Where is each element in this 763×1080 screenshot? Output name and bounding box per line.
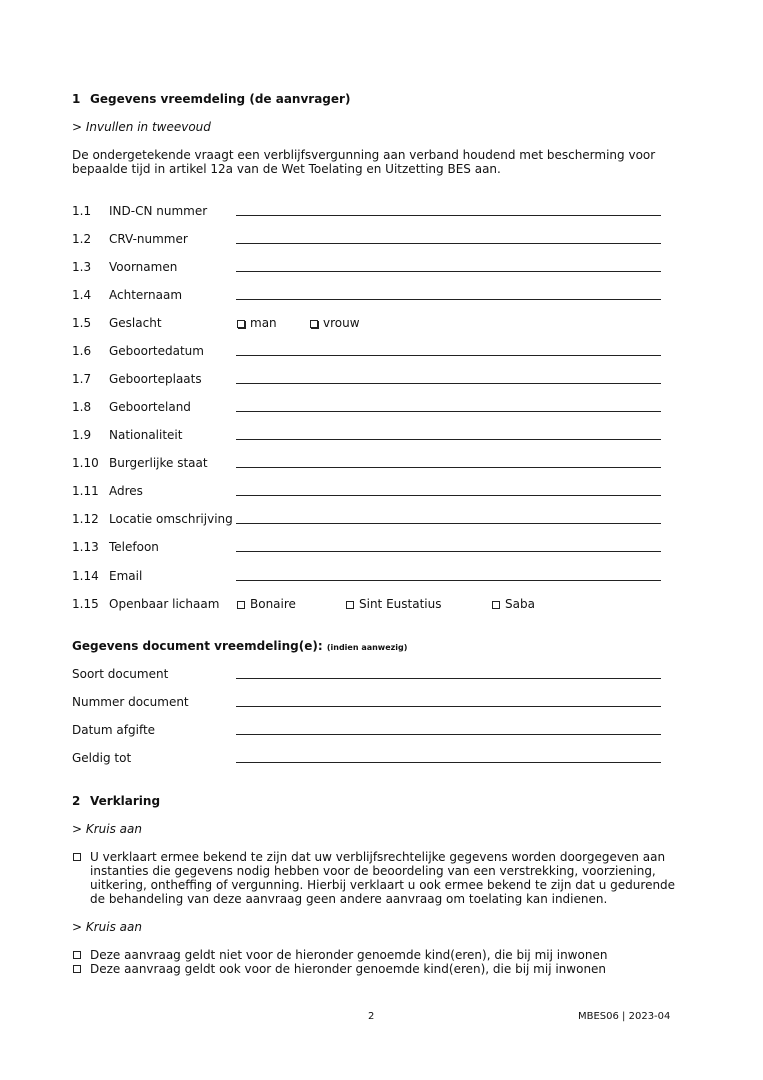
intro-line-1: De ondergetekende vraagt een verblijfsvergunning aan verband houdend met bescherming voor (72, 148, 656, 162)
ind-cn-input-line[interactable] (236, 215, 661, 216)
doc-field-datum: Datum afgifte (72, 723, 156, 737)
gender-option-label: vrouw (323, 316, 360, 330)
checkbox-icon[interactable] (237, 601, 245, 609)
declaration-line-4: de behandeling van deze aanvraag geen andere aanvraag om toelating kan indienen. (90, 892, 608, 906)
achternaam-input-line[interactable] (236, 299, 661, 300)
section-1-number: 1 (72, 92, 81, 106)
section-1-instruction: > Invullen in tweevoud (72, 120, 211, 134)
document-section-title (72, 639, 407, 655)
field-number: 1.1 (72, 204, 92, 218)
doc-field-nummer: Nummer document (72, 695, 189, 709)
voornamen-input-line[interactable] (236, 271, 661, 272)
geldig-tot-input-line[interactable] (236, 762, 661, 763)
field-label-email: Email (109, 569, 143, 583)
field-label-geboorteplaats: Geboorteplaats (109, 372, 202, 386)
island-option-label: Saba (505, 597, 535, 611)
adres-input-line[interactable] (236, 495, 661, 496)
field-number: 1.6 (72, 344, 92, 358)
field-label-openbaar-lichaam: Openbaar lichaam (109, 597, 220, 611)
field-number: 1.7 (72, 372, 92, 386)
declaration-checkbox[interactable] (73, 853, 81, 861)
field-label-crv: CRV-nummer (109, 232, 188, 246)
field-label-achternaam: Achternaam (109, 288, 183, 302)
soort-document-input-line[interactable] (236, 678, 661, 679)
declaration-line-1: U verklaart ermee bekend te zijn dat uw verblijfsrechtelijke gegevens worden doorgegeven aan (90, 850, 666, 864)
field-label-geboorteland: Geboorteland (109, 400, 191, 414)
field-number: 1.10 (72, 456, 99, 470)
section-1-title: Gegevens vreemdeling (de aanvrager) (90, 92, 351, 106)
gender-option-vrouw[interactable] (310, 316, 360, 330)
children-also-checkbox[interactable] (73, 965, 81, 973)
island-option-label: Bonaire (250, 597, 296, 611)
island-option-sint-eustatius[interactable] (346, 597, 441, 611)
field-label-voornamen: Voornamen (109, 260, 178, 274)
children-not-checkbox[interactable] (73, 951, 81, 959)
field-number: 1.14 (72, 569, 99, 583)
field-number: 1.15 (72, 597, 99, 611)
island-option-saba[interactable] (492, 597, 535, 611)
doc-field-soort: Soort document (72, 667, 169, 681)
intro-line-2: bepaalde tijd in artikel 12a van de Wet Toelating en Uitzetting BES aan. (72, 162, 501, 176)
section-2-instruction-2: > Kruis aan (72, 920, 142, 934)
field-label-telefoon: Telefoon (109, 540, 159, 554)
field-label-locatie: Locatie omschrijving (109, 512, 233, 526)
field-number: 1.3 (72, 260, 92, 274)
field-number: 1.11 (72, 484, 99, 498)
field-label-geboortedatum: Geboortedatum (109, 344, 204, 358)
gender-option-label: man (250, 316, 277, 330)
field-number: 1.12 (72, 512, 99, 526)
crv-input-line[interactable] (236, 243, 661, 244)
page-number: 2 (368, 1011, 375, 1022)
field-number: 1.2 (72, 232, 92, 246)
field-number: 1.8 (72, 400, 92, 414)
field-label-adres: Adres (109, 484, 143, 498)
declaration-line-3: uitkering, ontheffing of vergunning. Hierbij verklaart u ook ermee bekend te zijn dat u gedurende (90, 878, 676, 892)
field-label-nationaliteit: Nationaliteit (109, 428, 183, 442)
field-number: 1.9 (72, 428, 92, 442)
section-2-number: 2 (72, 794, 81, 808)
datum-afgifte-input-line[interactable] (236, 734, 661, 735)
document-title: Gegevens document vreemdeling(e): (72, 639, 323, 653)
section-2-instruction-1: > Kruis aan (72, 822, 142, 836)
section-2-title: Verklaring (90, 794, 161, 808)
field-number: 1.4 (72, 288, 92, 302)
geboorteplaats-input-line[interactable] (236, 383, 661, 384)
burgerlijke-staat-input-line[interactable] (236, 467, 661, 468)
island-option-bonaire[interactable] (237, 597, 296, 611)
field-label-burgerlijke-staat: Burgerlijke staat (109, 456, 208, 470)
field-number: 1.13 (72, 540, 99, 554)
document-subtitle: (indien aanwezig) (326, 643, 408, 652)
form-code: MBES06 | 2023-04 (578, 1011, 671, 1022)
children-not-option: Deze aanvraag geldt niet voor de hieronder genoemde kind(eren), die bij mij inwonen (90, 948, 608, 962)
nationaliteit-input-line[interactable] (236, 439, 661, 440)
island-option-label: Sint Eustatius (359, 597, 442, 611)
email-input-line[interactable] (236, 580, 661, 581)
checkbox-icon[interactable] (310, 320, 318, 328)
children-also-option: Deze aanvraag geldt ook voor de hieronder genoemde kind(eren), die bij mij inwonen (90, 962, 607, 976)
checkbox-icon[interactable] (346, 601, 354, 609)
field-number: 1.5 (72, 316, 92, 330)
field-label-geslacht: Geslacht (109, 316, 162, 330)
locatie-input-line[interactable] (236, 523, 661, 524)
checkbox-icon[interactable] (237, 320, 245, 328)
nummer-document-input-line[interactable] (236, 706, 661, 707)
doc-field-geldig: Geldig tot (72, 751, 132, 765)
geboorteland-input-line[interactable] (236, 411, 661, 412)
checkbox-icon[interactable] (492, 601, 500, 609)
telefoon-input-line[interactable] (236, 551, 661, 552)
gender-option-man[interactable] (237, 316, 277, 330)
declaration-line-2: instanties die gegevens nodig hebben voor de beoordeling van een verstrekking, voorziening, (90, 864, 656, 878)
field-label-ind-cn: IND-CN nummer (109, 204, 208, 218)
geboortedatum-input-line[interactable] (236, 355, 661, 356)
